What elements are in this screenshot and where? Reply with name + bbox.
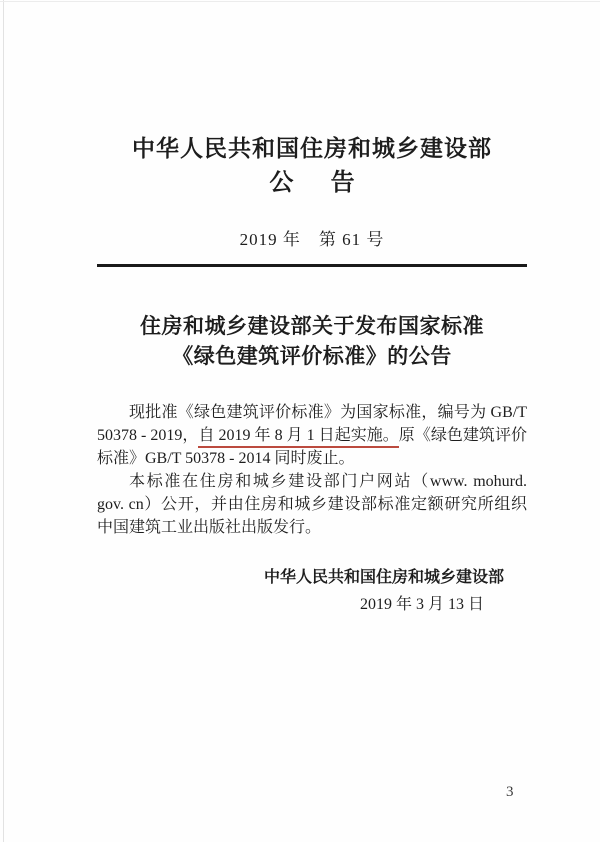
divider-rule [97, 264, 527, 267]
notice-title [97, 311, 527, 371]
scan-edge-top [0, 1, 600, 2]
notice-title-line1: 住房和城乡建设部关于发布国家标准 [140, 314, 484, 338]
signature-date: 2019 年 3 月 13 日 [359, 596, 484, 613]
paragraph-publication: 本标准在住房和城乡建设部门户网站（www. mohurd. gov. cn）公开，并由住房和城乡建设部标准定额研究所组织中国建筑工业出版社出版发行。 [97, 473, 527, 536]
paragraph-approval [97, 401, 527, 470]
page-number: 3 [506, 784, 514, 800]
announcement-word: 公告 [269, 170, 392, 196]
notice-title-line2: 《绿色建筑评价标准》的公告 [172, 344, 452, 368]
paragraph1-after: 原《绿色建筑评价标准》GB/T 50378 - 2014 同时废止。 [97, 427, 527, 467]
paragraph1-before: 现批准《绿色建筑评价标准》为国家标准，编号为 GB/T 50378 - 2019， [97, 404, 527, 444]
scan-edge-left [3, 0, 4, 842]
signature-block [97, 566, 527, 616]
signature-name: 中华人民共和国住房和城乡建设部 [263, 569, 504, 586]
issue-number: 2019 年 第 61 号 [239, 230, 385, 249]
effective-date-underlined: 自 2019 年 8 月 1 日起实施。 [198, 427, 398, 448]
body-text [97, 401, 527, 539]
ministry-title: 中华人民共和国住房和城乡建设部 [132, 136, 492, 161]
